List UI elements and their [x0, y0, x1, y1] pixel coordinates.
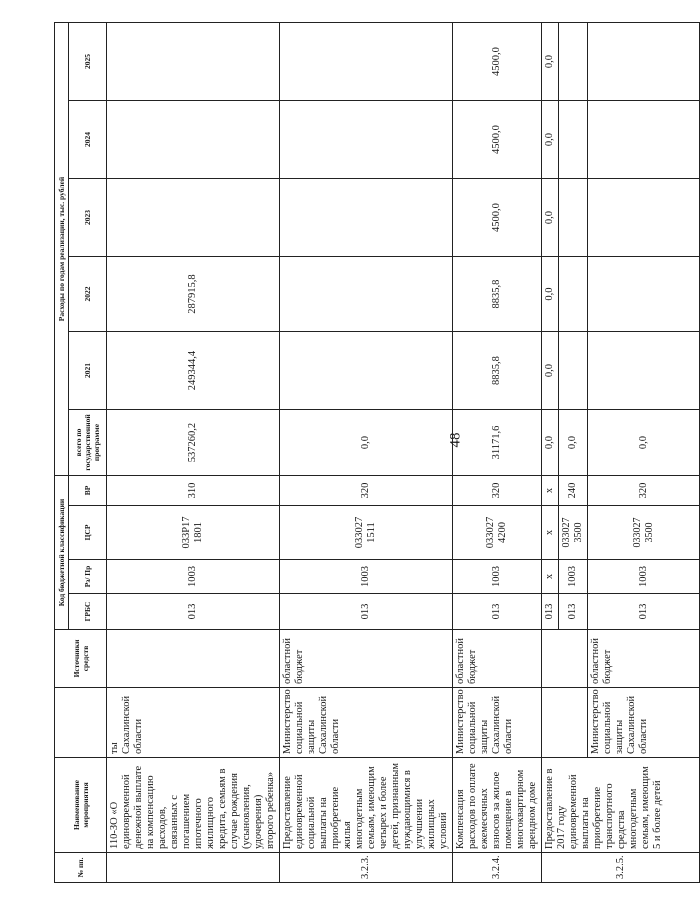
header-2022: 2022: [69, 257, 107, 332]
row4b-total: 0,0: [559, 410, 588, 476]
row2-total: 0,0: [280, 410, 453, 476]
row3-2025: 4500,0: [453, 23, 542, 101]
row4a-total: 0,0: [542, 410, 559, 476]
row3-grbs: 013: [453, 594, 542, 630]
header-name: Наименование мероприятия: [55, 758, 107, 853]
row2-no: 3.2.3.: [280, 853, 453, 883]
row1-csr: 033P17 1801: [107, 506, 280, 560]
row3-2021: 8835,8: [453, 332, 542, 410]
row4c-rzpr: 1003: [588, 560, 700, 594]
row2-grbs: 013: [280, 594, 453, 630]
budget-table: [54, 22, 700, 883]
header-no: № пп.: [55, 853, 107, 883]
row1-vr: 310: [107, 476, 280, 506]
header-vr: ВР: [69, 476, 107, 506]
header-rzpr: Рз/ Пр: [69, 560, 107, 594]
table-row: [280, 23, 453, 883]
row4-name: Предоставление в 2017 году единовременной выплаты на приобретение транспортного средства многодетным семьям, имеющим 5 и более детей: [542, 758, 700, 853]
page-number: 48: [447, 432, 464, 448]
table-row: [542, 23, 559, 883]
row4b-vr: 240: [559, 476, 588, 506]
row1-total: 537260,2: [107, 410, 280, 476]
row4a-vr: x: [542, 476, 559, 506]
row4a-2022: 0,0: [542, 257, 559, 332]
header-2024: 2024: [69, 101, 107, 179]
row2-vr: 320: [280, 476, 453, 506]
row3-2022: 8835,8: [453, 257, 542, 332]
row2-source: областной бюджет: [280, 630, 453, 688]
row3-2023: 4500,0: [453, 179, 542, 257]
table-row: [107, 23, 280, 883]
row2-rzpr: 1003: [280, 560, 453, 594]
row1-2021: 249344,4: [107, 332, 280, 410]
header-code-group: Код бюджетной классификации: [55, 476, 69, 630]
row3-name: Компенсация расходов по оплате ежемесячных взносов за жилое помещение в многоквартирном арендном доме: [453, 758, 542, 853]
row3-rzpr: 1003: [453, 560, 542, 594]
header-years-group: Расходы по годам реализации, тыс. рублей: [55, 23, 69, 476]
budget-table-wrapper: [54, 23, 663, 883]
row4-source: областной бюджет: [588, 630, 700, 688]
row4a-2021: 0,0: [542, 332, 559, 410]
row3-no: 3.2.4.: [453, 853, 542, 883]
row4a-2023: 0,0: [542, 179, 559, 257]
row4a-csr: x: [542, 506, 559, 560]
row1-2022: 287915,8: [107, 257, 280, 332]
row3-executor: Министерство социальной защиты Сахалинской области: [453, 688, 542, 758]
row4c-csr: 033027 3500: [588, 506, 700, 560]
row3-csr: 033027 4200: [453, 506, 542, 560]
row3-total: 31171,6: [453, 410, 542, 476]
row4c-grbs: 013: [588, 594, 700, 630]
row2-csr: 033027 1511: [280, 506, 453, 560]
header-2025: 2025: [69, 23, 107, 101]
table-row: [588, 23, 700, 883]
row1-grbs: 013: [107, 594, 280, 630]
header-csr: ЦСР: [69, 506, 107, 560]
row4c-vr: 320: [588, 476, 700, 506]
header-total: всего по государственной программе: [69, 410, 107, 476]
header-2023: 2023: [69, 179, 107, 257]
row3-vr: 320: [453, 476, 542, 506]
row4b-csr: 033027 3500: [559, 506, 588, 560]
row1-rzpr: 1003: [107, 560, 280, 594]
header-executor: [55, 688, 107, 758]
row4a-2024: 0,0: [542, 101, 559, 179]
row4-executor: Министерство социальной защиты Сахалинской области: [588, 688, 700, 758]
header-sources: Источники средств: [55, 630, 107, 688]
header-2021: 2021: [69, 332, 107, 410]
row3-2024: 4500,0: [453, 101, 542, 179]
row4b-grbs: 013: [559, 594, 588, 630]
row1-executor: ты Сахалинской области: [107, 688, 280, 758]
table-row: [453, 23, 542, 883]
row4a-rzpr: x: [542, 560, 559, 594]
header-grbs: ГРБС: [69, 594, 107, 630]
row2-executor: Министерство социальной защиты Сахалинской области: [280, 688, 453, 758]
row4-no: 3.2.5.: [542, 853, 700, 883]
row3-source: областной бюджет: [453, 630, 542, 688]
row2-name: Предоставление единовременной социальной выплаты на приобретение жилья многодетным семьям, имеющим четырех и более детей, признанным нуждающимися в улучшении жилищных условий: [280, 758, 453, 853]
row1-name: 110-ЗО «О единовременной денежной выплате на компенсацию расходов, связанных с погашением ипотечного жилищного кредита, семьям в случае рождения (усыновления, удочерения) второго ребенка»: [107, 758, 280, 853]
row4a-2025: 0,0: [542, 23, 559, 101]
row4a-grbs: 013: [542, 594, 559, 630]
row4c-total: 0,0: [588, 410, 700, 476]
row4b-rzpr: 1003: [559, 560, 588, 594]
